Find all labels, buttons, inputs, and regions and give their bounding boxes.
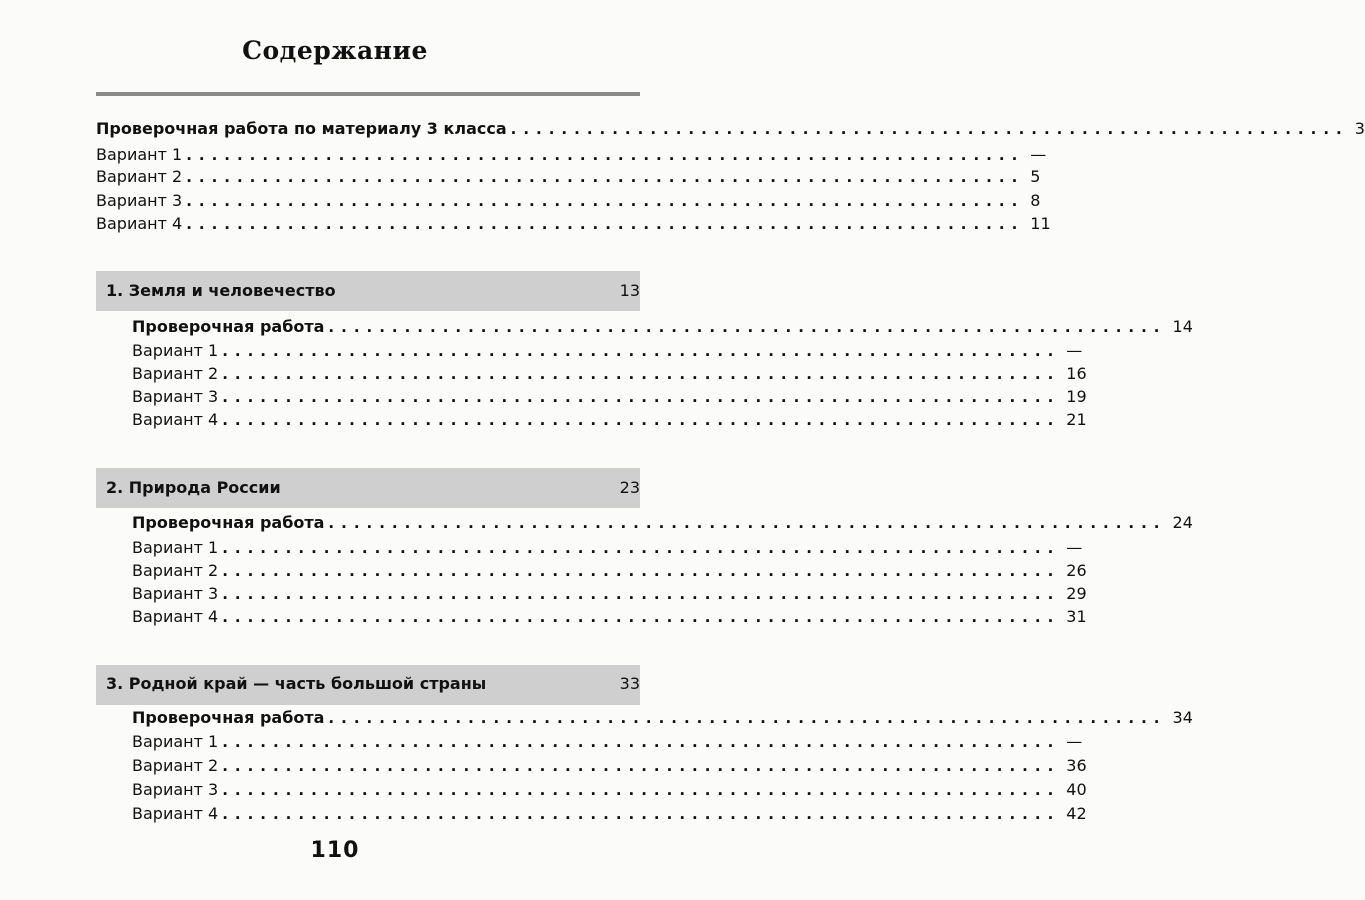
toc-entry-label: Вариант 4	[96, 214, 183, 233]
section-title: 3. Родной край — часть большой страны	[106, 674, 487, 693]
page-title: Содержание	[242, 36, 428, 65]
toc-page-number: 34	[1172, 708, 1193, 727]
leader-dots: ..................................................................	[222, 781, 1061, 799]
toc-entry-label: Проверочная работа по материалу 3 класса	[96, 119, 507, 138]
leader-dots: ..................................................................	[222, 365, 1061, 383]
section-title: 2. Природа России	[106, 478, 281, 497]
leader-dots: ..................................................................	[222, 805, 1061, 823]
leader-dots: ..................................................................	[222, 608, 1061, 626]
toc-section-2-heading	[106, 475, 640, 501]
toc-section-3-variant-2	[132, 753, 1087, 779]
toc-entry-label: Вариант 2	[96, 167, 183, 186]
toc-entry-intro-heading	[96, 116, 1365, 142]
toc-entry-label: Вариант 1	[132, 538, 219, 557]
toc-page-number: 26	[1066, 561, 1087, 580]
leader-dots: ..................................................................	[222, 733, 1061, 751]
leader-dots: ..................................................................	[222, 539, 1061, 557]
toc-section-3-heading	[106, 671, 640, 697]
toc-entry-label: Вариант 3	[132, 780, 219, 799]
toc-page-number: —	[1066, 538, 1083, 557]
toc-page-number: 14	[1172, 317, 1193, 336]
toc-entry-label: Вариант 1	[132, 341, 219, 360]
toc-entry-label: Проверочная работа	[132, 513, 325, 532]
section-title: 1. Земля и человечество	[106, 281, 336, 300]
toc-page-number: 11	[1030, 214, 1051, 233]
toc-entry-label: Проверочная работа	[132, 317, 325, 336]
toc-section-2-variant-4	[132, 604, 1087, 630]
toc-entry-label: Вариант 3	[132, 584, 219, 603]
toc-page-number: 23	[619, 478, 640, 497]
toc-entry-label: Вариант 3	[96, 191, 183, 210]
toc-page-number: 31	[1066, 607, 1087, 626]
leader-dots: ..................................................................	[510, 120, 1349, 138]
toc-page-number: 24	[1172, 513, 1193, 532]
toc-section-1-variant-4	[132, 407, 1087, 433]
toc-page-number: —	[1066, 341, 1083, 360]
toc-entry-intro-variant-2	[96, 164, 1041, 190]
toc-entry-label: Вариант 2	[132, 756, 219, 775]
leader-dots: ..................................................................	[186, 192, 1025, 210]
toc-entry-label: Вариант 3	[132, 387, 219, 406]
toc-section-3-variant-3	[132, 777, 1087, 803]
toc-page-number: —	[1066, 732, 1083, 751]
leader-dots: ..................................................................	[186, 146, 1025, 164]
leader-dots: ..................................................................	[328, 709, 1167, 727]
toc-section-1-check	[132, 314, 1193, 340]
toc-page-number: 5	[1030, 167, 1041, 186]
toc-section-3-check	[132, 705, 1193, 731]
toc-entry-intro-variant-4	[96, 211, 1051, 237]
toc-page-number: 3	[1354, 119, 1365, 138]
toc-page-number: 40	[1066, 780, 1087, 799]
leader-dots: ..................................................................	[328, 514, 1167, 532]
toc-entry-label: Вариант 4	[132, 804, 219, 823]
toc-page-number: 29	[1066, 584, 1087, 603]
leader-dots: ..................................................................	[186, 168, 1025, 186]
toc-page-number: 42	[1066, 804, 1087, 823]
toc-entry-label: Вариант 1	[96, 145, 183, 164]
toc-page-number: 33	[619, 674, 640, 693]
leader-dots: ..................................................................	[222, 388, 1061, 406]
leader-dots: ..................................................................	[186, 215, 1025, 233]
leader-dots: ..................................................................	[222, 342, 1061, 360]
toc-page-number: 13	[619, 281, 640, 300]
leader-dots: ..................................................................	[222, 411, 1061, 429]
leader-dots: ..................................................................	[222, 585, 1061, 603]
toc-entry-label: Вариант 4	[132, 410, 219, 429]
toc-entry-label: Проверочная работа	[132, 708, 325, 727]
leader-dots: ..................................................................	[222, 757, 1061, 775]
toc-section-3-variant-4	[132, 801, 1087, 827]
toc-section-3-variant-1	[132, 729, 1083, 755]
toc-page-number: 21	[1066, 410, 1087, 429]
toc-entry-label: Вариант 1	[132, 732, 219, 751]
toc-page-number: —	[1030, 145, 1047, 164]
toc-entry-label: Вариант 4	[132, 607, 219, 626]
toc-section-2-check	[132, 510, 1193, 536]
page-number-footer: 110	[310, 838, 360, 863]
title-divider	[96, 92, 640, 96]
toc-entry-label: Вариант 2	[132, 364, 219, 383]
toc-page-number: 8	[1030, 191, 1041, 210]
leader-dots: ..................................................................	[328, 318, 1167, 336]
toc-page-number: 16	[1066, 364, 1087, 383]
leader-dots: ..................................................................	[222, 562, 1061, 580]
toc-entry-label: Вариант 2	[132, 561, 219, 580]
toc-page-number: 19	[1066, 387, 1087, 406]
toc-page-number: 36	[1066, 756, 1087, 775]
toc-section-1-heading	[106, 278, 640, 304]
